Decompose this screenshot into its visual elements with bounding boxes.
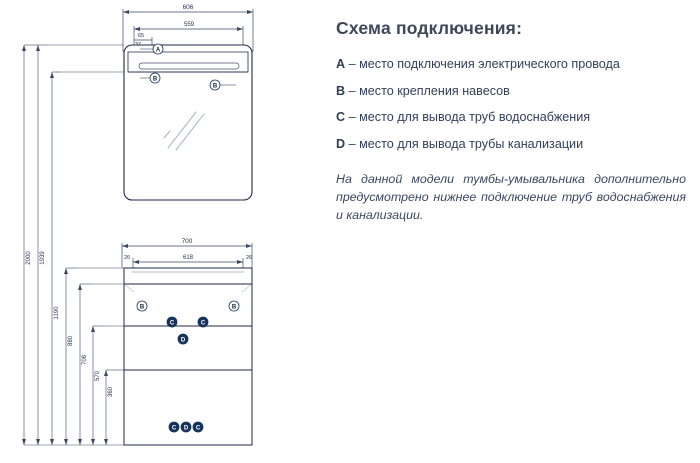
cabinet-dim-26-left: 26	[123, 255, 131, 261]
mark-c-cabinet-right: C	[200, 320, 206, 327]
legend-text-c: – место для вывода труб водоснабжения	[348, 110, 591, 125]
legend-item-d	[336, 137, 692, 153]
mark-b-cabinet-left: B	[139, 304, 145, 311]
legend-item-a	[336, 57, 692, 73]
mark-d-cabinet: D	[180, 337, 186, 344]
mark-c-cabinet-left: C	[169, 320, 175, 327]
mark-b-cabinet-right: B	[231, 304, 237, 311]
mark-d-bottom: D	[183, 425, 189, 432]
legend-key-c: C	[336, 110, 346, 125]
mirror-shape	[124, 45, 252, 200]
cabinet-dim-26-right: 26	[245, 255, 253, 261]
cabinet-shape	[124, 268, 252, 445]
vdim-2000: 2000	[26, 251, 32, 265]
legend-key-a: A	[336, 57, 346, 71]
cabinet-dim-618: 618	[182, 255, 194, 261]
mark-c-bottom-right: C	[195, 425, 201, 432]
legend-text-b: – место крепления навесов	[348, 83, 510, 98]
vertical-dimension-network	[22, 45, 124, 445]
legend-key-b: B	[336, 83, 346, 98]
mark-c-bottom-left: C	[171, 425, 177, 432]
mirror-dim-606: 606	[182, 4, 194, 11]
mark-b-mirror-right: B	[212, 83, 218, 90]
legend-text-d: – место для вывода трубы канализации	[348, 137, 584, 152]
panel-note: На данной модели тумбы-умывальника дополнительно предусмотрено нижнее подключение труб водоснабжения и канализации.	[336, 171, 686, 222]
legend-list	[336, 57, 692, 153]
legend-item-c	[336, 110, 692, 126]
legend-item-b	[336, 84, 692, 100]
vdim-360: 360	[108, 386, 114, 398]
legend-panel	[336, 18, 692, 225]
vdim-1190: 1190	[54, 306, 60, 320]
mark-a-mirror: A	[155, 47, 161, 54]
vdim-708: 708	[82, 354, 88, 366]
mark-b-mirror-left: B	[152, 76, 158, 83]
mirror-dim-65: 65	[137, 33, 145, 39]
panel-title: Схема подключения:	[336, 18, 523, 38]
vdim-570: 570	[95, 370, 101, 382]
vdim-1939: 1939	[40, 251, 46, 265]
technical-drawing	[0, 0, 330, 463]
vdim-880: 880	[68, 335, 74, 347]
legend-text-a: – место подключения электрического провода	[348, 57, 620, 71]
cabinet-dim-700: 700	[181, 238, 193, 245]
legend-key-d: D	[336, 137, 346, 152]
mirror-dim-559: 559	[183, 22, 195, 28]
